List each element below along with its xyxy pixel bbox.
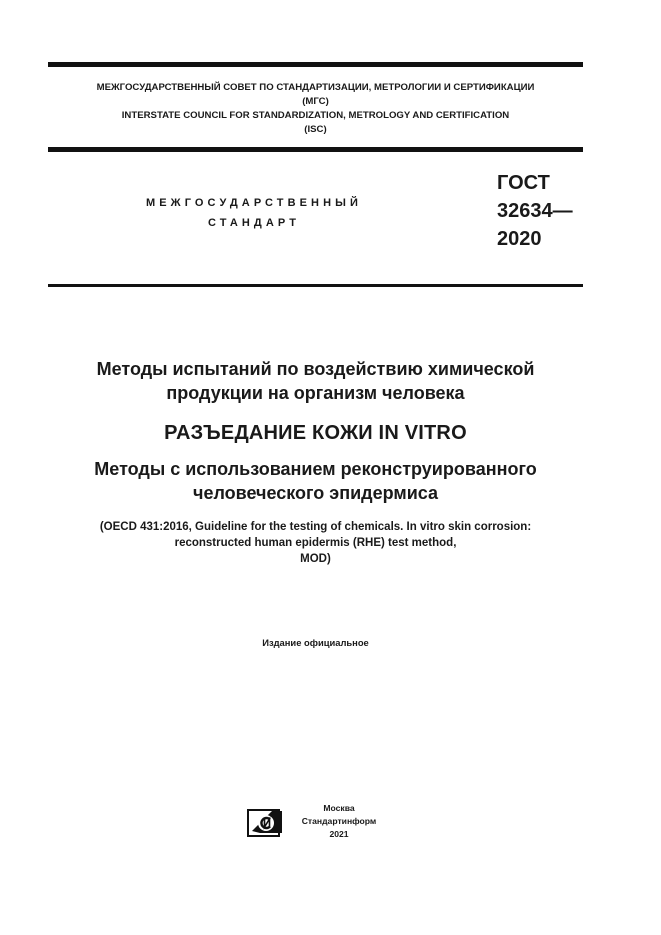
- top-rule: [48, 62, 583, 67]
- designation-prefix: ГОСТ: [497, 172, 550, 194]
- oecd-reference-line2: reconstructed human epidermis (RHE) test method,: [174, 537, 457, 549]
- publisher-name: Стандартинформ: [301, 816, 377, 826]
- publisher-year: 2021: [329, 829, 349, 839]
- council-abbr-ru: (МГС): [302, 96, 329, 107]
- designation-year: 2020: [497, 228, 542, 250]
- title-block: [48, 357, 583, 567]
- council-header: [48, 81, 583, 137]
- standard-designation: [497, 169, 573, 253]
- oecd-reference: [48, 519, 583, 567]
- method-title-line2: человеческого эпидермиса: [193, 483, 438, 503]
- standard-kind-line2: СТАНДАРТ: [207, 217, 301, 229]
- method-title-line1: Методы с использованием реконструированного: [94, 459, 537, 479]
- method-title: [48, 457, 583, 505]
- standard-kind-line1: МЕЖГОСУДАРСТВЕННЫЙ: [145, 197, 363, 209]
- publisher-city: Москва: [323, 803, 355, 813]
- publisher-block: [290, 802, 388, 841]
- edition-label: Издание официальное: [262, 637, 369, 648]
- council-name-en: INTERSTATE COUNCIL FOR STANDARDIZATION, METROLOGY AND CERTIFICATION: [121, 110, 510, 121]
- main-title-line2: продукции на организм человека: [166, 383, 465, 403]
- oecd-reference-line1: (OECD 431:2016, Guideline for the testing of chemicals. In vitro skin corrosion:: [99, 521, 532, 533]
- middle-rule: [48, 147, 583, 152]
- council-name-ru: МЕЖГОСУДАРСТВЕННЫЙ СОВЕТ ПО СТАНДАРТИЗАЦИИ, МЕТРОЛОГИИ И СЕРТИФИКАЦИИ: [96, 82, 535, 93]
- main-title: [48, 357, 583, 405]
- lower-rule: [48, 284, 583, 287]
- subtitle: РАЗЪЕДАНИЕ КОЖИ IN VITRO: [164, 422, 467, 444]
- standartinform-logo-icon: [247, 806, 284, 838]
- council-abbr-en: (ISC): [304, 124, 327, 135]
- oecd-reference-line3: MOD): [300, 553, 331, 565]
- standard-kind: [104, 193, 404, 233]
- main-title-line1: Методы испытаний по воздействию химической: [96, 359, 535, 379]
- designation-number: 32634—: [497, 200, 573, 222]
